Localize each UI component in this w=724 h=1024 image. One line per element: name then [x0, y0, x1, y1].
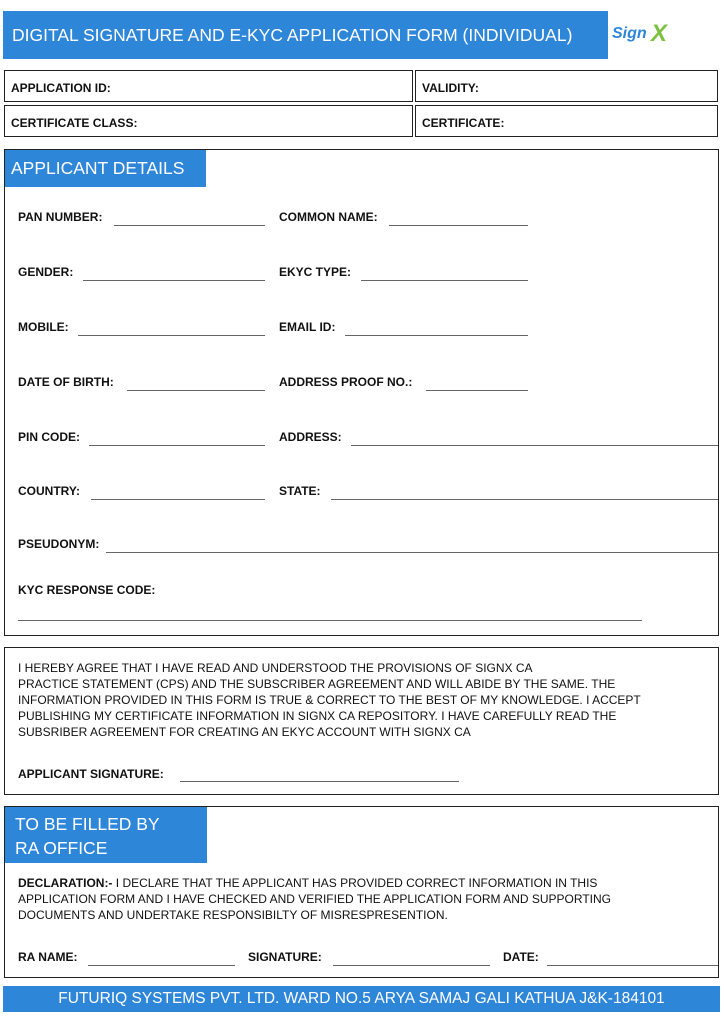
kyc-response-code-field[interactable]: [18, 620, 642, 621]
certificate-class-label: CERTIFICATE CLASS:: [11, 116, 138, 130]
state-label: STATE:: [279, 484, 321, 498]
agreement-line-2: PRACTICE STATEMENT (CPS) AND THE SUBSCRIBER AGREEMENT AND WILL ABIDE BY THE SAME. THE: [18, 677, 616, 691]
ekyc-type-label: EKYC TYPE:: [279, 265, 352, 279]
ra-name-field[interactable]: [88, 965, 235, 966]
footer-address: FUTURIQ SYSTEMS PVT. LTD. WARD NO.5 ARYA SAMAJ GALI KATHUA J&K-184101: [58, 990, 665, 1007]
agreement-line-5: SUBSRIBER AGREEMENT FOR CREATING AN EKYC ACCOUNT WITH SIGNX CA: [18, 725, 471, 739]
agreement-line-3: INFORMATION PROVIDED IN THIS FORM IS TRUE & CORRECT TO THE BEST OF MY KNOWLEDGE. I ACCEPT: [18, 693, 641, 707]
country-label: COUNTRY:: [18, 484, 80, 498]
ra-office-heading-line-2: RA OFFICE: [15, 838, 108, 858]
state-field[interactable]: [331, 499, 718, 500]
address-field[interactable]: [351, 445, 718, 446]
logo-text-x: X: [651, 20, 668, 47]
form-title: DIGITAL SIGNATURE AND E-KYC APPLICATION FORM (INDIVIDUAL): [12, 25, 573, 45]
date-of-birth-field[interactable]: [127, 390, 265, 391]
ekyc-type-field[interactable]: [361, 280, 528, 281]
validity-label: VALIDITY:: [422, 81, 479, 95]
footer-address-bar: [3, 986, 720, 1012]
mobile-label: MOBILE:: [18, 320, 69, 334]
kyc-response-code-label: KYC RESPONSE CODE:: [18, 583, 156, 597]
gender-label: GENDER:: [18, 265, 74, 279]
ra-office-heading-line-1: TO BE FILLED BY: [15, 814, 160, 834]
application-id-cell[interactable]: [4, 70, 413, 102]
date-of-birth-label: DATE OF BIRTH:: [18, 375, 114, 389]
pseudonym-field[interactable]: [106, 552, 718, 553]
certificate-class-cell[interactable]: [4, 105, 413, 137]
ra-office-heading: [5, 807, 207, 863]
pan-number-field[interactable]: [114, 225, 265, 226]
certificate-cell[interactable]: [415, 105, 718, 137]
applicant-details-heading-text: APPLICANT DETAILS: [11, 158, 185, 178]
address-proof-field[interactable]: [426, 390, 528, 391]
pin-code-field[interactable]: [89, 445, 265, 446]
address-label: ADDRESS:: [279, 430, 342, 444]
applicant-signature-label: APPLICANT SIGNATURE:: [18, 767, 164, 781]
declaration-line-2: APPLICATION FORM AND I HAVE CHECKED AND VERIFIED THE APPLICATION FORM AND SUPPORTING: [18, 892, 611, 906]
agreement-line-1: I HEREBY AGREE THAT I HAVE READ AND UNDERSTOOD THE PROVISIONS OF SIGNX CA: [18, 661, 533, 675]
agreement-section: [4, 647, 719, 795]
ra-signature-label: SIGNATURE:: [248, 950, 322, 964]
validity-cell[interactable]: [415, 70, 718, 102]
declaration-text-1: I DECLARE THAT THE APPLICANT HAS PROVIDED CORRECT INFORMATION IN THIS: [112, 876, 598, 890]
agreement-line-4: PUBLISHING MY CERTIFICATE INFORMATION IN SIGNX CA REPOSITORY. I HAVE CAREFULLY READ THE: [18, 709, 617, 723]
email-id-label: EMAIL ID:: [279, 320, 336, 334]
pin-code-label: PIN CODE:: [18, 430, 81, 444]
common-name-field[interactable]: [389, 225, 528, 226]
ra-date-label: DATE:: [503, 950, 539, 964]
email-id-field[interactable]: [345, 335, 528, 336]
form-title-bar: [3, 11, 608, 59]
country-field[interactable]: [91, 499, 265, 500]
gender-field[interactable]: [83, 280, 265, 281]
declaration-line-3: DOCUMENTS AND UNDERTAKE RESPONSIBILTY OF MISRESPRESENTION.: [18, 908, 448, 922]
declaration-prefix: DECLARATION:-: [18, 876, 113, 890]
ra-name-label: RA NAME:: [18, 950, 78, 964]
pan-number-label: PAN NUMBER:: [18, 210, 103, 224]
applicant-details-heading: [5, 150, 206, 187]
application-id-label: APPLICATION ID:: [11, 81, 111, 95]
declaration-line-1: [18, 876, 597, 892]
pseudonym-label: PSEUDONYM:: [18, 537, 100, 551]
certificate-label: CERTIFICATE:: [422, 116, 505, 130]
ra-office-section: [4, 806, 719, 978]
address-proof-label: ADDRESS PROOF NO.:: [279, 375, 413, 389]
applicant-details-section: [4, 149, 719, 636]
ra-date-field[interactable]: [547, 965, 718, 966]
signx-logo-icon: [612, 16, 684, 50]
applicant-signature-field[interactable]: [180, 781, 459, 782]
common-name-label: COMMON NAME:: [279, 210, 378, 224]
logo-text-sign: Sign: [612, 25, 647, 42]
ra-signature-field[interactable]: [333, 965, 490, 966]
mobile-field[interactable]: [78, 335, 265, 336]
signx-logo: [612, 16, 684, 50]
